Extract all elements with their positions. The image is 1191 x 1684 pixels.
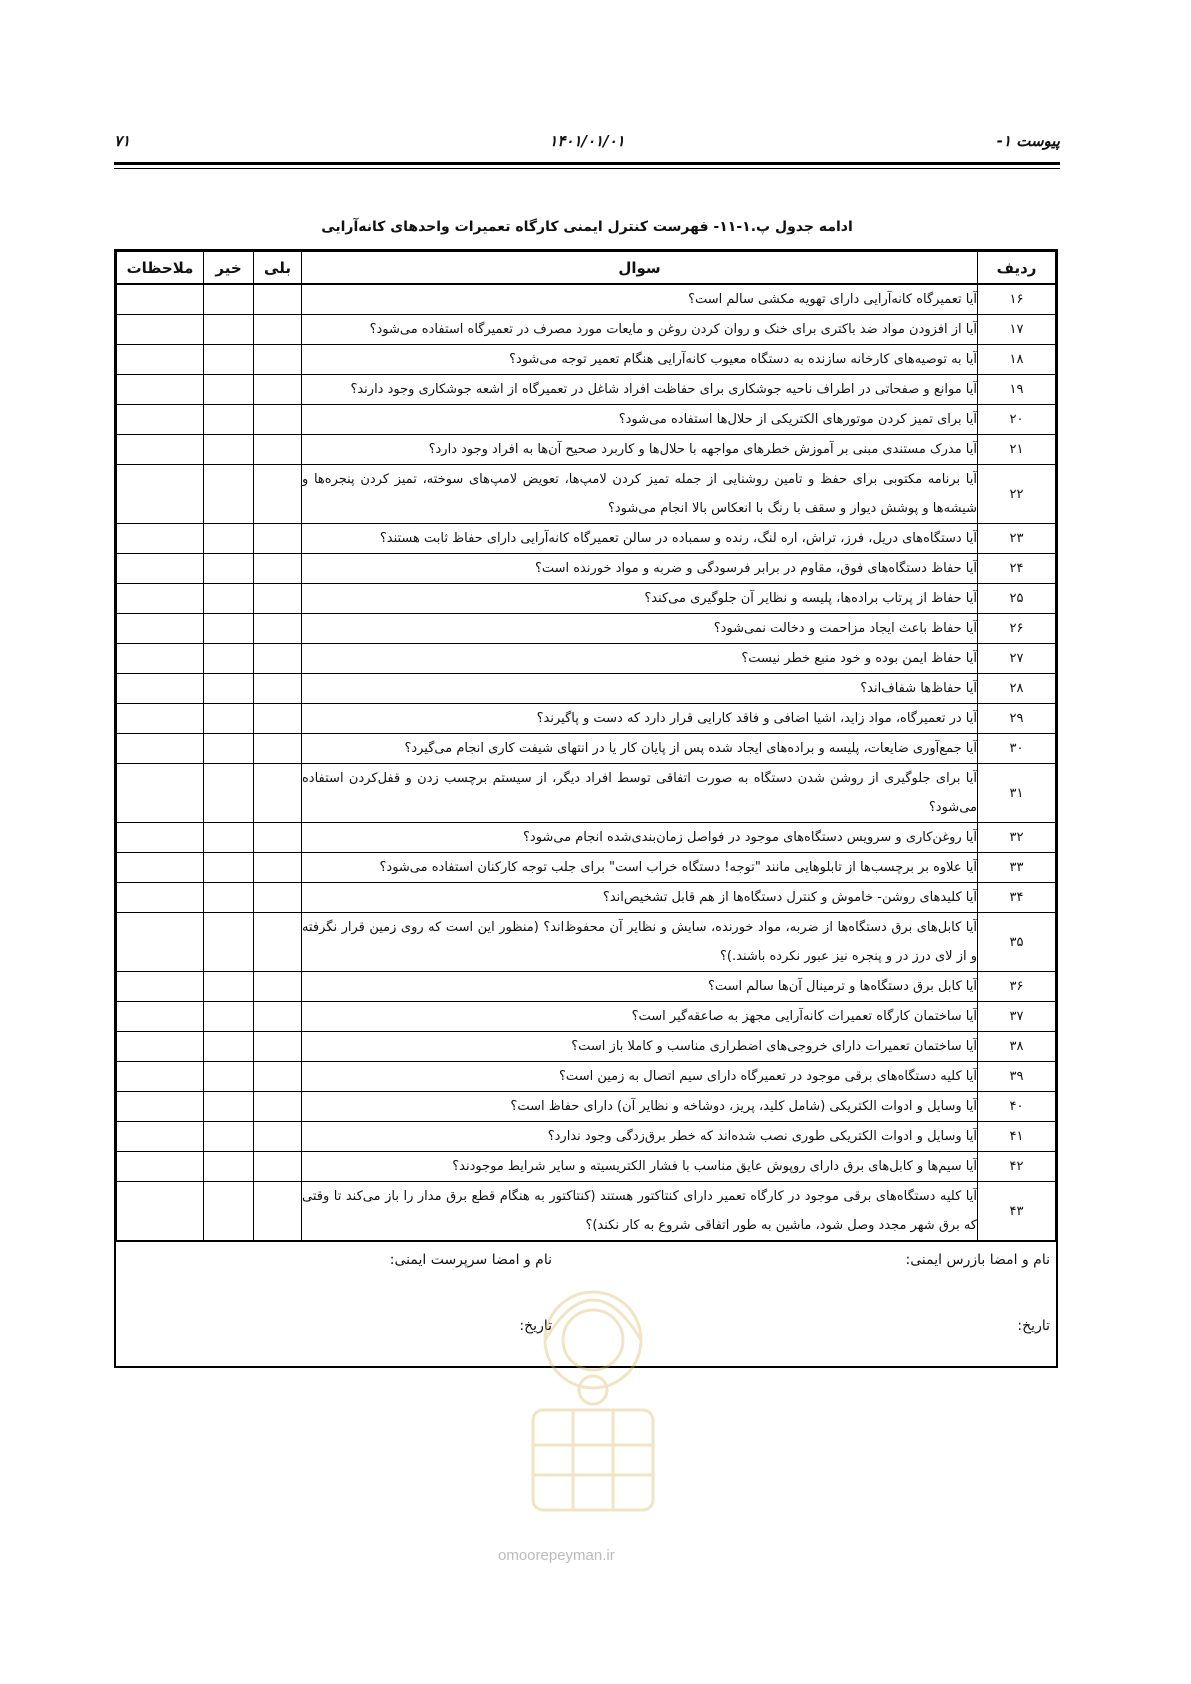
header-rule-thick [114, 162, 1060, 165]
row-no-cell[interactable] [204, 375, 254, 405]
row-notes-cell[interactable] [117, 1152, 204, 1182]
row-no-cell[interactable] [204, 614, 254, 644]
table-body [117, 284, 1056, 1241]
row-no-cell[interactable] [204, 584, 254, 614]
row-number: ۲۳ [978, 524, 1056, 554]
row-no-cell[interactable] [204, 1092, 254, 1122]
row-number: ۳۷ [978, 1002, 1056, 1032]
col-header-number: ردیف [978, 252, 1056, 285]
checklist-table [116, 251, 1056, 1241]
row-question: آیا کلیه دستگاه‌های برقی موجود در تعمیرگاه دارای سیم اتصال به زمین است؟ [302, 1062, 978, 1092]
row-notes-cell[interactable] [117, 614, 204, 644]
row-question: آیا از افزودن مواد ضد باکتری برای خنک و روان کردن روغن و مایعات مورد مصرف در تعمیرگاه استفاده می‌شود؟ [302, 315, 978, 345]
row-yes-cell[interactable] [254, 1182, 302, 1241]
row-yes-cell[interactable] [254, 1122, 302, 1152]
row-no-cell[interactable] [204, 883, 254, 913]
row-question: آیا وسایل و ادوات الکتریکی (شامل کلید، پریز، دوشاخه و نظایر آن) دارای حفاظ است؟ [302, 1092, 978, 1122]
table-row [117, 345, 1056, 375]
table-row [117, 284, 1056, 315]
row-number: ۲۶ [978, 614, 1056, 644]
row-question: آیا برای تمیز کردن موتورهای الکتریکی از حلال‌ها استفاده می‌شود؟ [302, 405, 978, 435]
row-no-cell[interactable] [204, 674, 254, 704]
row-question: آیا موانع و صفحاتی در اطراف ناحیه جوشکاری برای حفاظت افراد شاغل در تعمیرگاه از اشعه جوشکاری وجود دارند؟ [302, 375, 978, 405]
table-row [117, 644, 1056, 674]
row-no-cell[interactable] [204, 734, 254, 764]
table-row [117, 405, 1056, 435]
table-row [117, 375, 1056, 405]
table-title: ادامه جدول پ.۱-۱۱- فهرست کنترل ایمنی کارگاه تعمیرات واحدهای کانه‌آرایی [321, 219, 853, 235]
row-yes-cell[interactable] [254, 1152, 302, 1182]
row-no-cell[interactable] [204, 853, 254, 883]
table-row [117, 883, 1056, 913]
supervisor-signature-box[interactable] [116, 1242, 582, 1366]
row-yes-cell[interactable] [254, 284, 302, 315]
row-no-cell[interactable] [204, 405, 254, 435]
page-header [114, 132, 1060, 152]
row-number: ۱۶ [978, 284, 1056, 315]
row-notes-cell[interactable] [117, 704, 204, 734]
supervisor-date-label: تاریخ: [519, 1318, 552, 1334]
row-no-cell[interactable] [204, 524, 254, 554]
row-no-cell[interactable] [204, 764, 254, 823]
row-notes-cell[interactable] [117, 1182, 204, 1241]
inspector-signature-box[interactable] [582, 1242, 1056, 1366]
row-notes-cell[interactable] [117, 764, 204, 823]
row-yes-cell[interactable] [254, 614, 302, 644]
row-number: ۴۲ [978, 1152, 1056, 1182]
row-notes-cell[interactable] [117, 644, 204, 674]
col-header-no: خیر [204, 252, 254, 285]
row-question: آیا در تعمیرگاه، مواد زاید، اشیا اضافی و فاقد کارایی قرار دارد که دست و پاگیرند؟ [302, 704, 978, 734]
table-row [117, 913, 1056, 972]
row-question: آیا دستگاه‌های دریل، فرز، تراش، اره لنگ، رنده و سمباده در سالن تعمیرگاه کانه‌آرایی دارای حفاظ ثابت هستند؟ [302, 524, 978, 554]
col-header-yes: بلی [254, 252, 302, 285]
header-rule-thin [114, 168, 1060, 169]
row-question: آیا ساختمان تعمیرات دارای خروجی‌های اضطراری مناسب و کاملا باز است؟ [302, 1032, 978, 1062]
row-question: آیا ساختمان کارگاه تعمیرات کانه‌آرایی مجهز به صاعقه‌گیر است؟ [302, 1002, 978, 1032]
row-notes-cell[interactable] [117, 972, 204, 1002]
row-number: ۲۴ [978, 554, 1056, 584]
row-number: ۲۷ [978, 644, 1056, 674]
checklist-sheet [114, 249, 1058, 1368]
row-number: ۲۹ [978, 704, 1056, 734]
row-no-cell[interactable] [204, 823, 254, 853]
row-notes-cell[interactable] [117, 524, 204, 554]
row-yes-cell[interactable] [254, 704, 302, 734]
row-number: ۱۸ [978, 345, 1056, 375]
row-number: ۱۹ [978, 375, 1056, 405]
table-row [117, 1122, 1056, 1152]
row-number: ۲۵ [978, 584, 1056, 614]
table-row [117, 435, 1056, 465]
inspector-signature-label: نام و امضا بازرس ایمنی: [905, 1252, 1050, 1268]
row-notes-cell[interactable] [117, 465, 204, 524]
row-question: آیا کابل‌های برق دستگاه‌ها از ضربه، مواد خورنده، سایش و نظایر آن محفوظ‌اند؟ (منظور این است که روی زمین قرار نگرفته و از لای درز در و پنجره نیز عبور نکرده باشند.)؟ [302, 913, 978, 972]
row-no-cell[interactable] [204, 284, 254, 315]
row-number: ۳۶ [978, 972, 1056, 1002]
row-yes-cell[interactable] [254, 1092, 302, 1122]
row-number: ۳۳ [978, 853, 1056, 883]
row-number: ۲۰ [978, 405, 1056, 435]
table-row [117, 734, 1056, 764]
table-row [117, 1182, 1056, 1241]
table-row [117, 315, 1056, 345]
row-yes-cell[interactable] [254, 1062, 302, 1092]
row-notes-cell[interactable] [117, 823, 204, 853]
row-notes-cell[interactable] [117, 913, 204, 972]
row-notes-cell[interactable] [117, 734, 204, 764]
row-no-cell[interactable] [204, 704, 254, 734]
row-notes-cell[interactable] [117, 883, 204, 913]
row-no-cell[interactable] [204, 465, 254, 524]
row-yes-cell[interactable] [254, 405, 302, 435]
row-number: ۱۷ [978, 315, 1056, 345]
row-notes-cell[interactable] [117, 405, 204, 435]
row-yes-cell[interactable] [254, 972, 302, 1002]
row-no-cell[interactable] [204, 554, 254, 584]
row-notes-cell[interactable] [117, 1122, 204, 1152]
row-number: ۳۵ [978, 913, 1056, 972]
table-row [117, 584, 1056, 614]
row-number: ۳۹ [978, 1062, 1056, 1092]
row-no-cell[interactable] [204, 1152, 254, 1182]
row-no-cell[interactable] [204, 1032, 254, 1062]
table-row [117, 1002, 1056, 1032]
row-notes-cell[interactable] [117, 674, 204, 704]
row-notes-cell[interactable] [117, 853, 204, 883]
row-number: ۳۴ [978, 883, 1056, 913]
row-yes-cell[interactable] [254, 524, 302, 554]
col-header-notes: ملاحظات [117, 252, 204, 285]
header-date: ۱۴۰۱/۰۱/۰۱ [549, 132, 625, 150]
row-question: آیا تعمیرگاه کانه‌آرایی دارای تهویه مکشی سالم است؟ [302, 284, 978, 315]
table-row [117, 972, 1056, 1002]
row-yes-cell[interactable] [254, 435, 302, 465]
section-label: پیوست ۱- [996, 132, 1060, 150]
row-yes-cell[interactable] [254, 315, 302, 345]
row-yes-cell[interactable] [254, 465, 302, 524]
row-question: آیا روغن‌کاری و سرویس دستگاه‌های موجود در فواصل زمان‌بندی‌شده انجام می‌شود؟ [302, 823, 978, 853]
row-yes-cell[interactable] [254, 674, 302, 704]
table-row [117, 823, 1056, 853]
row-number: ۳۸ [978, 1032, 1056, 1062]
table-row [117, 465, 1056, 524]
row-notes-cell[interactable] [117, 554, 204, 584]
row-yes-cell[interactable] [254, 1032, 302, 1062]
table-header-row [117, 252, 1056, 285]
table-row [117, 764, 1056, 823]
row-number: ۲۸ [978, 674, 1056, 704]
row-question: آیا حفاظ دستگاه‌های فوق، مقاوم در برابر فرسودگی و ضربه و مواد خورنده است؟ [302, 554, 978, 584]
row-question: آیا برنامه مکتوبی برای حفظ و تامین روشنایی از جمله تمیز کردن لامپ‌ها، تعویض لامپ‌های سوخته، تمیز کردن پنجره‌ها و شیشه‌ها و پوشش دیوار و سقف با رنگ با انعکاس بالا انجام می‌شود؟ [302, 465, 978, 524]
row-question: آیا حفاظ ایمن بوده و خود منبع خطر نیست؟ [302, 644, 978, 674]
row-yes-cell[interactable] [254, 1002, 302, 1032]
row-notes-cell[interactable] [117, 1092, 204, 1122]
row-notes-cell[interactable] [117, 1002, 204, 1032]
signature-area [116, 1241, 1056, 1366]
row-notes-cell[interactable] [117, 435, 204, 465]
row-no-cell[interactable] [204, 972, 254, 1002]
table-row [117, 1062, 1056, 1092]
col-header-question: سوال [302, 252, 978, 285]
row-no-cell[interactable] [204, 315, 254, 345]
row-question: آیا سیم‌ها و کابل‌های برق دارای روپوش عایق مناسب با فشار الکتریسیته و سایر شرایط موجودند؟ [302, 1152, 978, 1182]
row-no-cell[interactable] [204, 345, 254, 375]
row-number: ۲۲ [978, 465, 1056, 524]
row-number: ۴۱ [978, 1122, 1056, 1152]
row-yes-cell[interactable] [254, 584, 302, 614]
table-row [117, 554, 1056, 584]
row-number: ۳۲ [978, 823, 1056, 853]
table-row [117, 674, 1056, 704]
row-yes-cell[interactable] [254, 554, 302, 584]
row-question: آیا حفاظ باعث ایجاد مزاحمت و دخالت نمی‌شود؟ [302, 614, 978, 644]
row-number: ۳۰ [978, 734, 1056, 764]
row-no-cell[interactable] [204, 1002, 254, 1032]
row-question: آیا کلیدهای روشن- خاموش و کنترل دستگاه‌ها از هم قابل تشخیص‌اند؟ [302, 883, 978, 913]
row-notes-cell[interactable] [117, 315, 204, 345]
row-question: آیا به توصیه‌های کارخانه سازنده به دستگاه معیوب کانه‌آرایی هنگام تعمیر توجه می‌شود؟ [302, 345, 978, 375]
row-yes-cell[interactable] [254, 853, 302, 883]
row-question: آیا حفاظ‌ها شفاف‌اند؟ [302, 674, 978, 704]
row-question: آیا جمع‌آوری ضایعات، پلیسه و براده‌های ایجاد شده پس از پایان کار یا در انتهای شیفت کاری انجام می‌گیرد؟ [302, 734, 978, 764]
table-row [117, 853, 1056, 883]
row-question: آیا علاوه بر برچسب‌ها از تابلوهایی مانند "توجه! دستگاه خراب است" برای جلب توجه کارکنان استفاده می‌شود؟ [302, 853, 978, 883]
table-row [117, 1092, 1056, 1122]
row-no-cell[interactable] [204, 1062, 254, 1092]
row-yes-cell[interactable] [254, 764, 302, 823]
row-no-cell[interactable] [204, 1122, 254, 1152]
row-number: ۳۱ [978, 764, 1056, 823]
row-no-cell[interactable] [204, 644, 254, 674]
row-yes-cell[interactable] [254, 913, 302, 972]
table-row [117, 704, 1056, 734]
row-notes-cell[interactable] [117, 284, 204, 315]
row-yes-cell[interactable] [254, 375, 302, 405]
row-notes-cell[interactable] [117, 1032, 204, 1062]
row-no-cell[interactable] [204, 435, 254, 465]
inspector-date-label: تاریخ: [1017, 1318, 1050, 1334]
row-question: آیا برای جلوگیری از روشن شدن دستگاه به صورت اتفاقی توسط افراد دیگر، از سیستم برچسب زدن و قفل‌کردن استفاده می‌شود؟ [302, 764, 978, 823]
page-number: ۷۱ [114, 132, 131, 150]
table-row [117, 1032, 1056, 1062]
row-question: آیا حفاظ از پرتاب براده‌ها، پلیسه و نظایر آن جلوگیری می‌کند؟ [302, 584, 978, 614]
table-row [117, 614, 1056, 644]
row-number: ۲۱ [978, 435, 1056, 465]
row-notes-cell[interactable] [117, 1062, 204, 1092]
row-no-cell[interactable] [204, 913, 254, 972]
row-yes-cell[interactable] [254, 883, 302, 913]
row-question: آیا مدرک مستندی مبنی بر آموزش خطرهای مواجهه با حلال‌ها و کاربرد صحیح آن‌ها به افراد وجود دارد؟ [302, 435, 978, 465]
row-yes-cell[interactable] [254, 823, 302, 853]
row-notes-cell[interactable] [117, 584, 204, 614]
row-notes-cell[interactable] [117, 345, 204, 375]
watermark-site-text: omoorepeyman.ir [498, 1547, 615, 1564]
row-number: ۴۰ [978, 1092, 1056, 1122]
row-number: ۴۳ [978, 1182, 1056, 1241]
row-yes-cell[interactable] [254, 345, 302, 375]
supervisor-signature-label: نام و امضا سرپرست ایمنی: [389, 1252, 552, 1268]
row-question: آیا کلیه دستگاه‌های برقی موجود در کارگاه تعمیر دارای کنتاکتور هستند (کنتاکتور به هنگام قطع برق مدار را باز می‌کند تا وقتی که برق شهر مجدد وصل شود، ماشین به طور اتفاقی شروع به کار نکند)؟ [302, 1182, 978, 1241]
row-yes-cell[interactable] [254, 734, 302, 764]
row-yes-cell[interactable] [254, 644, 302, 674]
table-row [117, 524, 1056, 554]
row-notes-cell[interactable] [117, 375, 204, 405]
row-no-cell[interactable] [204, 1182, 254, 1241]
row-question: آیا وسایل و ادوات الکتریکی طوری نصب شده‌اند که خطر برق‌زدگی وجود ندارد؟ [302, 1122, 978, 1152]
row-question: آیا کابل برق دستگاه‌ها و ترمینال آن‌ها سالم است؟ [302, 972, 978, 1002]
table-row [117, 1152, 1056, 1182]
